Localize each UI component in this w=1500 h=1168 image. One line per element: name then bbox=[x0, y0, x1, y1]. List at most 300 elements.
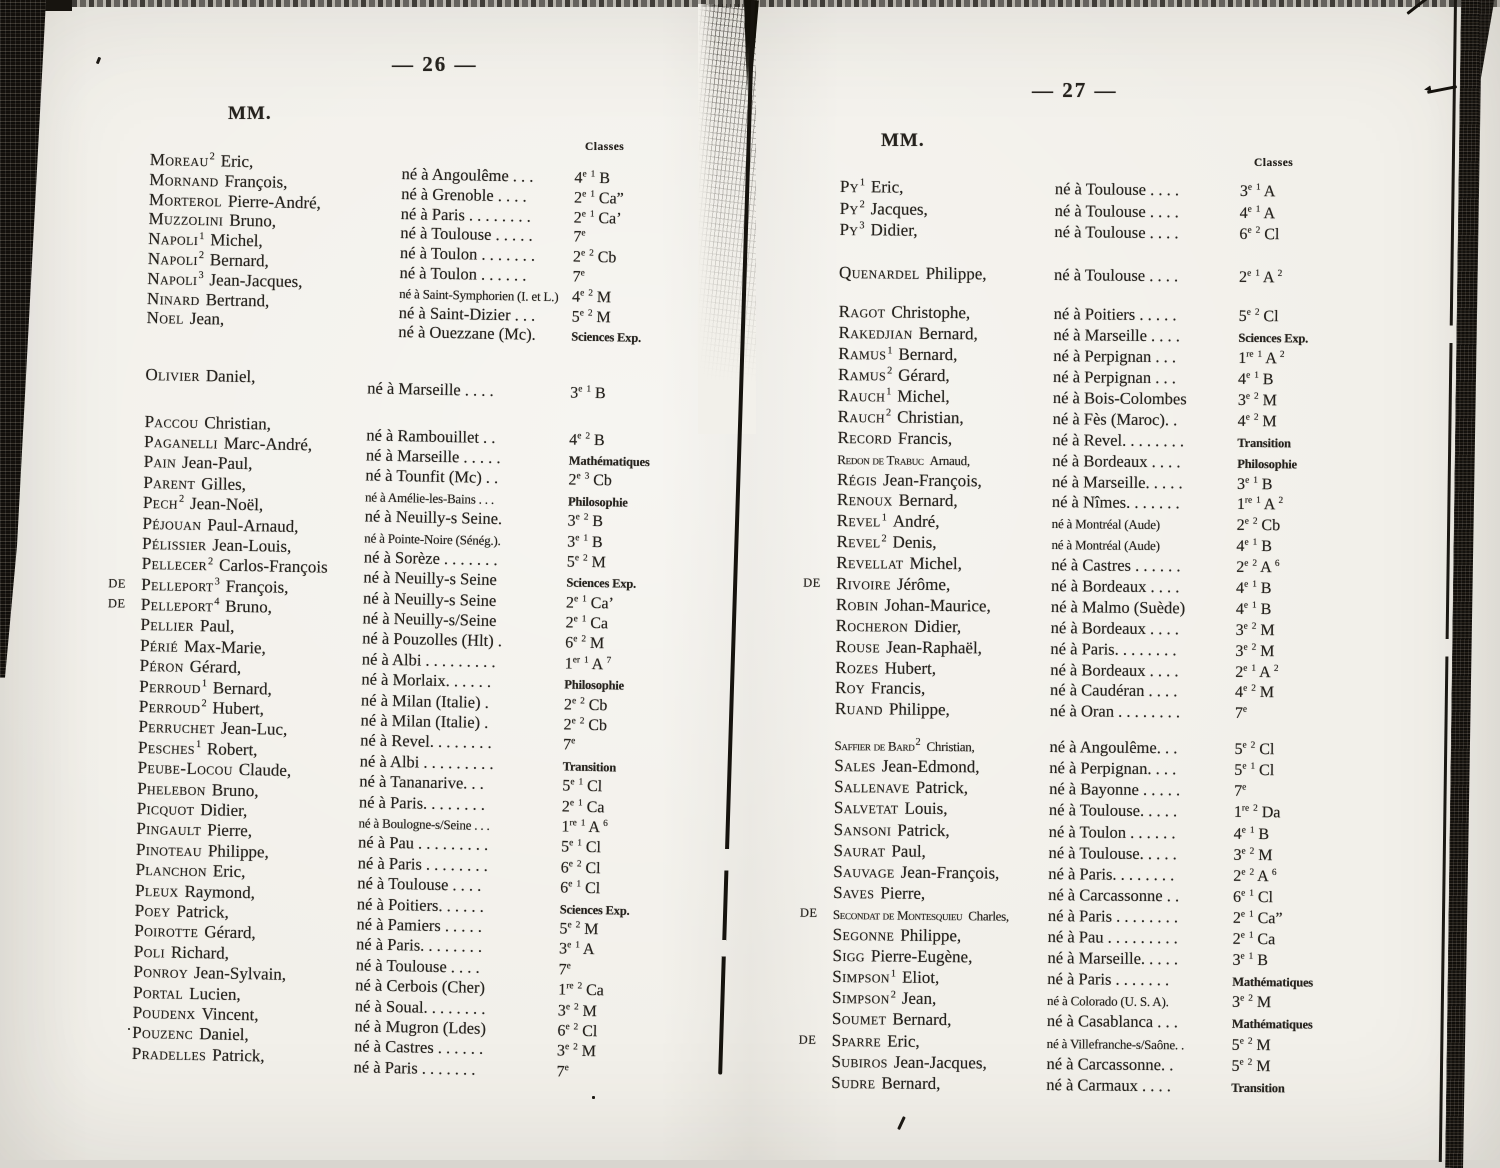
class-label: 2e $^1$ Ca’ bbox=[565, 593, 615, 613]
given-name: Max-Marie, bbox=[183, 636, 267, 658]
student-name bbox=[837, 428, 1052, 450]
given-name: Pierre, bbox=[880, 883, 926, 903]
student-name bbox=[831, 1052, 1046, 1074]
birthplace: né à Bois-Colombes bbox=[1052, 388, 1187, 409]
given-name: Denis, bbox=[892, 532, 937, 553]
name-particle: DE bbox=[803, 575, 821, 590]
surname-index: 2 bbox=[887, 365, 893, 377]
birthplace: né à Toulon . . . . . . . bbox=[399, 243, 536, 265]
student-name bbox=[834, 820, 1049, 842]
class-label: 7e bbox=[558, 960, 571, 979]
class-label: 2e $^2$ Cb bbox=[572, 248, 617, 267]
salutation-right: MM. bbox=[881, 130, 925, 151]
class-label: 6e $^1$ Cl bbox=[1233, 888, 1274, 907]
class-label: 6e $^2$ M bbox=[565, 634, 605, 653]
surname: Ramus bbox=[838, 344, 887, 364]
surname: Py bbox=[839, 177, 859, 197]
birthplace: né à Amélie-les-Bains . . . bbox=[364, 489, 495, 507]
surname: Poli bbox=[133, 941, 166, 962]
given-name: François, bbox=[224, 171, 288, 192]
given-name: Jean-Sylvain, bbox=[193, 963, 287, 985]
class-label: 5e $^2$ M bbox=[559, 920, 599, 939]
class-label: 4e $^2$ M bbox=[1234, 683, 1275, 702]
name-particle: DE bbox=[108, 575, 127, 591]
birthplace: né à Bordeaux . . . . bbox=[1052, 450, 1181, 471]
register-row bbox=[835, 699, 1315, 724]
student-name bbox=[832, 967, 1047, 989]
birthplace: né à Carcassonne. . bbox=[1046, 1053, 1174, 1074]
birthplace: né à Bayonne . . . . . bbox=[1049, 779, 1181, 800]
birthplace: né à Albi . . . . . . . . . bbox=[361, 649, 496, 671]
surname-index: 1 bbox=[201, 678, 208, 690]
class-label: Mathématiques bbox=[1232, 975, 1314, 990]
classes-column-header-left: Classes bbox=[585, 141, 625, 153]
class-label: 7e bbox=[562, 736, 576, 754]
class-label: 2e $^1$ Ca” bbox=[1232, 909, 1283, 928]
name-particle: DE bbox=[107, 596, 126, 611]
given-name: Bernard, bbox=[892, 1009, 952, 1030]
birthplace: né à Paris . . . . . . . . bbox=[1047, 905, 1179, 927]
given-name: Jean-Noël, bbox=[189, 494, 264, 515]
surname: Muzzolini bbox=[148, 209, 224, 230]
birthplace: né à Neuilly-s/Seine bbox=[362, 608, 497, 631]
student-name bbox=[831, 1073, 1046, 1095]
class-label: 2e $^1$ Ca bbox=[565, 614, 609, 633]
scan-speck bbox=[96, 57, 101, 65]
class-label: 5e $^2$ Cl bbox=[1238, 307, 1279, 326]
birthplace: né à Paris . . . . . . . bbox=[353, 1056, 476, 1079]
given-name: Claude, bbox=[238, 760, 292, 781]
surname: Sales bbox=[834, 756, 876, 776]
surname-index: 2 bbox=[178, 494, 185, 506]
surname: Revellat bbox=[836, 553, 904, 573]
class-label: 6e $^2$ Cl bbox=[557, 1022, 598, 1041]
surname: Pélissier bbox=[141, 533, 207, 555]
student-name bbox=[839, 220, 1054, 242]
surname: Pelleport bbox=[140, 594, 214, 616]
birthplace: né à Toulouse. . . . . bbox=[1048, 842, 1177, 863]
surname: Rauch bbox=[837, 385, 886, 406]
register-group bbox=[107, 411, 650, 1081]
birthplace: né à Toulouse . . . . bbox=[355, 955, 480, 977]
surname: Ramus bbox=[838, 365, 887, 385]
class-label: 7e bbox=[1234, 704, 1248, 723]
surname-index: 2 bbox=[859, 199, 865, 211]
class-label: 4e $^2$ M bbox=[1237, 412, 1277, 431]
given-name: Patrick, bbox=[915, 778, 969, 798]
given-name: Jean-Luc, bbox=[220, 718, 288, 740]
surname: Rauch bbox=[837, 406, 886, 427]
surname: Sallenave bbox=[834, 777, 910, 798]
given-name: Daniel, bbox=[205, 366, 256, 387]
surname: Perruchet bbox=[138, 717, 215, 738]
surname-index: 2 bbox=[890, 989, 896, 1001]
surname: Saffier de Bard bbox=[834, 738, 915, 754]
student-name bbox=[798, 1030, 1047, 1052]
given-name: Bruno, bbox=[225, 596, 273, 617]
given-name: Gérard, bbox=[898, 365, 950, 386]
register-row bbox=[839, 262, 1319, 287]
given-name: Pierre-André, bbox=[227, 191, 322, 213]
given-name: Eric, bbox=[870, 177, 904, 197]
class-label: 3e $^2$ M bbox=[556, 1042, 597, 1061]
student-name bbox=[833, 883, 1048, 905]
class-label: 4e $^1$ B bbox=[1235, 600, 1272, 619]
surname: Revel bbox=[836, 532, 881, 552]
class-label: 7e bbox=[573, 228, 586, 247]
name-particle: DE bbox=[799, 905, 818, 920]
class-label: 3e $^2$ M bbox=[1237, 391, 1277, 410]
birthplace: né à Ouezzane (Mc). bbox=[398, 322, 536, 345]
given-name: Francis, bbox=[897, 428, 953, 448]
birthplace: né à Angoulême. . . bbox=[1049, 737, 1178, 758]
surname: Paganelli bbox=[143, 431, 219, 453]
student-name bbox=[835, 678, 1050, 700]
student-name bbox=[836, 532, 1051, 554]
class-label: 7e bbox=[572, 268, 585, 286]
given-name: Gérard, bbox=[189, 657, 242, 678]
given-name: Hubert, bbox=[884, 657, 937, 678]
class-label: 4e $^1$ A bbox=[1239, 204, 1276, 222]
class-label: Transition bbox=[562, 759, 617, 775]
surname: Simpson bbox=[832, 967, 891, 987]
surname: Sigg bbox=[832, 946, 866, 966]
register-group bbox=[839, 177, 1320, 246]
class-label: 4e $^1$ B bbox=[1233, 825, 1270, 843]
surname-index: 2 bbox=[881, 532, 887, 544]
register-group bbox=[839, 262, 1319, 287]
class-label: 2e $^2$ Cb bbox=[1236, 516, 1281, 535]
class-label: 4e $^2$ B bbox=[569, 430, 605, 449]
student-name bbox=[840, 177, 1055, 199]
given-name: Eliot, bbox=[901, 967, 940, 988]
student-name bbox=[834, 735, 1049, 757]
class-label: Mathématiques bbox=[568, 453, 650, 470]
student-name bbox=[838, 344, 1053, 366]
given-name: Michel, bbox=[909, 553, 962, 574]
given-name: Christian, bbox=[926, 739, 975, 755]
register-group bbox=[798, 735, 1314, 1098]
class-label: 3e $^1$ B bbox=[567, 532, 603, 551]
surname: Ragot bbox=[838, 302, 886, 322]
class-label: Philosophie bbox=[1237, 456, 1297, 472]
birthplace: né à Castres . . . . . . bbox=[353, 1036, 484, 1059]
birthplace: né à Toulouse . . . . bbox=[1053, 264, 1179, 285]
student-name bbox=[834, 777, 1049, 799]
register-list-left bbox=[107, 150, 650, 1081]
given-name: Eric, bbox=[887, 1031, 920, 1051]
class-label: 5e $^2$ M bbox=[566, 553, 606, 572]
surname-index: 1 bbox=[887, 344, 893, 357]
given-name: Christian, bbox=[897, 407, 964, 428]
given-name: Christophe, bbox=[891, 302, 971, 323]
class-label: 2e $^2$ Cb bbox=[563, 695, 608, 714]
birthplace: né à Toulouse. . . . . bbox=[1048, 800, 1178, 821]
surname: Peube-Locou bbox=[137, 758, 234, 779]
class-label: 1re $^1$ A $^2$ bbox=[1238, 349, 1285, 368]
surname-index: 2 bbox=[886, 407, 892, 419]
birthplace: né à Toulon . . . . . . bbox=[1048, 821, 1176, 842]
birthplace: né à Saint-Dizier . . . bbox=[398, 302, 536, 325]
given-name: Pierre-Eugène, bbox=[870, 946, 973, 967]
given-name: Philippe, bbox=[900, 925, 962, 946]
birthplace: né à Pouzolles (Hlt) . bbox=[362, 628, 503, 651]
given-name: Didier, bbox=[914, 616, 962, 636]
surname: Poirotte bbox=[134, 921, 199, 942]
given-name: Jean-Jacques, bbox=[893, 1052, 987, 1073]
surname: Poudenx bbox=[132, 1002, 196, 1023]
surname: Parent bbox=[143, 472, 196, 493]
given-name: Jean-François, bbox=[900, 862, 1000, 883]
birthplace: né à Montréal (Aude) bbox=[1051, 516, 1161, 533]
surname: Revel bbox=[836, 511, 881, 531]
surname: Subiros bbox=[831, 1051, 888, 1072]
surname: Phelebon bbox=[137, 778, 207, 799]
given-name: Bruno, bbox=[229, 210, 277, 231]
surname-index: 1 bbox=[199, 230, 205, 242]
birthplace: né à Toulouse . . . . bbox=[357, 873, 482, 895]
given-name: Paul-Arnaud, bbox=[207, 514, 299, 536]
surname-index: 1 bbox=[195, 739, 202, 751]
class-label: 3e $^1$ B bbox=[1232, 951, 1269, 970]
birthplace: né à Malmo (Suède) bbox=[1050, 596, 1186, 618]
birthplace: né à Albi . . . . . . . . . bbox=[359, 751, 494, 773]
register-row bbox=[831, 1073, 1311, 1099]
class-label: 3e $^1$ B bbox=[570, 384, 606, 403]
class-label: 3e $^1$ A bbox=[1239, 182, 1276, 201]
given-name: Lucien, bbox=[189, 983, 241, 1004]
given-name: Philippe, bbox=[888, 699, 950, 720]
birthplace: né à Milan (Italie) . bbox=[360, 689, 490, 712]
surname: Sansoni bbox=[833, 819, 892, 840]
birthplace: né à Marseille. . . . . bbox=[1047, 948, 1179, 969]
birthplace: né à Oran . . . . . . . . bbox=[1049, 701, 1181, 722]
class-label: 3e $^1$ B bbox=[1236, 475, 1273, 493]
birthplace: né à Perpignan. . . . bbox=[1049, 758, 1177, 779]
birthplace: né à Boulogne-s/Seine . . . bbox=[358, 815, 490, 833]
surname-index: 2 bbox=[207, 555, 214, 567]
student-name bbox=[838, 365, 1053, 387]
birthplace: né à Carmaux . . . . bbox=[1046, 1074, 1172, 1095]
student-name bbox=[834, 798, 1049, 820]
birthplace: né à Pointe-Noire (Sénég.). bbox=[364, 529, 501, 548]
given-name: Jean, bbox=[189, 309, 225, 329]
page-number-right: — 27 — bbox=[1032, 78, 1118, 102]
given-name: Eric, bbox=[212, 861, 246, 882]
student-name bbox=[835, 637, 1050, 659]
surname: Saurat bbox=[833, 840, 886, 861]
class-label: 2e $^1$ A $^2$ bbox=[1235, 663, 1279, 681]
class-label: 6e $^2$ Cl bbox=[560, 858, 601, 877]
surname: Secondat de Montesquieu bbox=[832, 906, 963, 924]
given-name: Jean-Jacques, bbox=[209, 270, 303, 291]
register-row bbox=[145, 365, 625, 403]
class-label: 2e $^2$ Cb bbox=[563, 716, 608, 735]
given-name: Gilles, bbox=[200, 473, 247, 494]
birthplace: né à Neuilly-s Seine bbox=[362, 588, 497, 610]
birthplace: né à Bordeaux . . . . bbox=[1050, 576, 1180, 597]
given-name: Robert, bbox=[206, 739, 258, 760]
birthplace: né à Revel. . . . . . . . bbox=[360, 730, 492, 753]
birthplace: né à Bordeaux . . . . bbox=[1050, 659, 1179, 680]
surname: Mornand bbox=[149, 169, 219, 191]
student-name bbox=[132, 1043, 354, 1067]
class-label: 4e $^2$ M bbox=[571, 288, 612, 307]
surname: Poey bbox=[134, 900, 171, 921]
birthplace: né à Castres . . . . . . bbox=[1051, 555, 1181, 576]
surname: Pellier bbox=[140, 615, 195, 636]
given-name: Hubert, bbox=[212, 698, 265, 719]
birthplace: né à Toulouse . . . . bbox=[1054, 179, 1180, 200]
surname: Ruand bbox=[834, 699, 883, 719]
birthplace: né à Poitiers. . . . . . bbox=[356, 893, 485, 916]
student-name bbox=[833, 862, 1048, 884]
given-name: Jean-Paul, bbox=[181, 453, 253, 474]
name-particle: DE bbox=[798, 1032, 817, 1047]
surname: Paccou bbox=[144, 411, 199, 432]
surname: Pingault bbox=[136, 819, 202, 840]
given-name: Bernard, bbox=[881, 1073, 941, 1093]
surname: Périé bbox=[139, 635, 179, 656]
surname-index: 1 bbox=[881, 512, 887, 524]
given-name: Francis, bbox=[870, 678, 926, 699]
given-name: Charles, bbox=[968, 908, 1009, 924]
class-label: 2e $^1$ A $^2$ bbox=[1238, 268, 1283, 286]
birthplace: né à Morlaix. . . . . . bbox=[361, 669, 492, 692]
surname: Péron bbox=[139, 656, 184, 677]
class-label: 3e $^2$ M bbox=[1233, 846, 1273, 864]
birthplace: né à Toulon . . . . . . bbox=[399, 263, 527, 285]
scan-speck bbox=[592, 1096, 595, 1099]
surname: Olivier bbox=[145, 365, 201, 386]
surname: Simpson bbox=[832, 988, 890, 1008]
student-name bbox=[835, 658, 1050, 680]
birthplace: né à Pau . . . . . . . . . bbox=[357, 832, 489, 855]
surname: Ponroy bbox=[133, 961, 189, 983]
surname: Salvetat bbox=[833, 798, 899, 819]
birthplace: né à Toulouse . . . . bbox=[1054, 200, 1179, 221]
given-name: Pierre, bbox=[207, 820, 253, 841]
class-label: 3e $^2$ M bbox=[1232, 993, 1272, 1012]
given-name: Jean, bbox=[901, 988, 937, 1009]
surname-index: 2 bbox=[915, 736, 921, 748]
given-name: Patrick, bbox=[897, 820, 950, 840]
register-group bbox=[146, 150, 642, 346]
class-label: 2e $^1$ Ca’ bbox=[573, 208, 622, 228]
surname: Napoli bbox=[148, 229, 199, 250]
surname: Pain bbox=[143, 452, 177, 472]
birthplace: né à Rambouillet . . bbox=[366, 424, 496, 447]
surname: Pesches bbox=[137, 737, 196, 758]
birthplace: né à Paris. . . . . . . . bbox=[355, 934, 483, 957]
birthplace: né à Sorèze . . . . . . . bbox=[363, 547, 498, 569]
class-label: Sciences Exp. bbox=[1238, 331, 1309, 346]
given-name: Eric, bbox=[220, 151, 254, 172]
surname: Py bbox=[839, 198, 859, 218]
given-name: Jérôme, bbox=[896, 574, 951, 595]
given-name: Louis, bbox=[904, 799, 948, 819]
surname: Renoux bbox=[836, 490, 893, 510]
given-name: Jean-Raphaël, bbox=[886, 637, 983, 658]
given-name: Bertrand, bbox=[205, 289, 270, 311]
class-label: 3e $^2$ B bbox=[567, 512, 604, 531]
birthplace: né à Pau . . . . . . . . . bbox=[1047, 927, 1178, 948]
birthplace: né à Nîmes. . . . . . . bbox=[1051, 492, 1180, 513]
birthplace: né à Toulouse . . . . . bbox=[400, 223, 533, 246]
given-name: Bruno, bbox=[211, 779, 259, 800]
surname: Napoli bbox=[147, 248, 199, 269]
class-label: Sciences Exp. bbox=[571, 329, 642, 346]
birthplace: né à Colorado (U. S. A). bbox=[1047, 993, 1169, 1010]
classes-column-header-right: Classes bbox=[1254, 157, 1294, 169]
scan-speck bbox=[128, 1028, 130, 1030]
class-label: 4e $^1$ B bbox=[574, 169, 611, 188]
surname: Moreau bbox=[149, 150, 209, 171]
given-name: Richard, bbox=[170, 942, 230, 963]
student-name bbox=[839, 262, 1054, 284]
birthplace: né à Saint-Symphorien (I. et L.) bbox=[399, 285, 559, 305]
given-name: Philippe, bbox=[925, 263, 987, 283]
class-label: 5e $^2$ M bbox=[1231, 1036, 1271, 1054]
class-label: 2e $^1$ Ca bbox=[561, 797, 605, 816]
birthplace: né à Pamiers . . . . . bbox=[356, 914, 483, 936]
student-name bbox=[836, 595, 1051, 617]
birthplace: né à Perpignan . . . bbox=[1053, 367, 1176, 388]
birthplace: né à Poitiers . . . . . bbox=[1053, 304, 1177, 325]
surname: Robin bbox=[835, 594, 879, 615]
student-name bbox=[833, 925, 1048, 947]
class-label: 5e $^2$ Cl bbox=[1234, 740, 1275, 759]
student-name bbox=[832, 988, 1047, 1010]
surname-index: 2 bbox=[209, 151, 215, 163]
surname: Pelleport bbox=[141, 574, 214, 596]
student-name bbox=[838, 323, 1053, 345]
class-label: 5e $^1$ Cl bbox=[562, 777, 603, 796]
class-label: Philosophie bbox=[567, 494, 628, 510]
given-name: Paul, bbox=[199, 616, 235, 637]
class-label: Sciences Exp. bbox=[559, 901, 630, 918]
birthplace: né à Casablanca . . . bbox=[1046, 1011, 1179, 1032]
class-label: 1er $^1$ A $^7$ bbox=[564, 655, 612, 674]
surname: Rocheron bbox=[835, 615, 909, 636]
scan-edge-top bbox=[55, 0, 1500, 7]
class-label: Sciences Exp. bbox=[566, 575, 637, 592]
birthplace: né à Marseille. . . . . bbox=[1051, 471, 1183, 492]
birthplace: né à Paris . . . . . . . . bbox=[400, 203, 532, 226]
surname: Sudre bbox=[831, 1072, 876, 1093]
given-name: Bernard, bbox=[898, 490, 958, 511]
surname: Soumet bbox=[831, 1009, 887, 1029]
birthplace: né à Paris. . . . . . . . bbox=[358, 791, 486, 814]
class-label: 1re $^1$ A $^2$ bbox=[1236, 495, 1284, 514]
surname: Pleux bbox=[134, 880, 179, 901]
birthplace: né à Soual. . . . . . . . bbox=[354, 995, 486, 1018]
birthplace: né à Bordeaux . . . . bbox=[1050, 617, 1180, 639]
given-name: Gérard, bbox=[204, 922, 256, 943]
student-name bbox=[146, 308, 368, 332]
surname: Morterol bbox=[148, 189, 223, 211]
register-group bbox=[145, 365, 625, 403]
surname: Py bbox=[839, 219, 859, 240]
surname: Sparre bbox=[831, 1030, 882, 1050]
student-name bbox=[145, 365, 367, 389]
student-name bbox=[837, 490, 1052, 512]
class-label: 4e $^1$ B bbox=[1236, 537, 1272, 556]
given-name: André, bbox=[892, 511, 940, 532]
student-name bbox=[835, 699, 1050, 721]
birthplace: né à Tananarive. . . bbox=[359, 771, 485, 794]
given-name: Raymond, bbox=[184, 881, 256, 902]
